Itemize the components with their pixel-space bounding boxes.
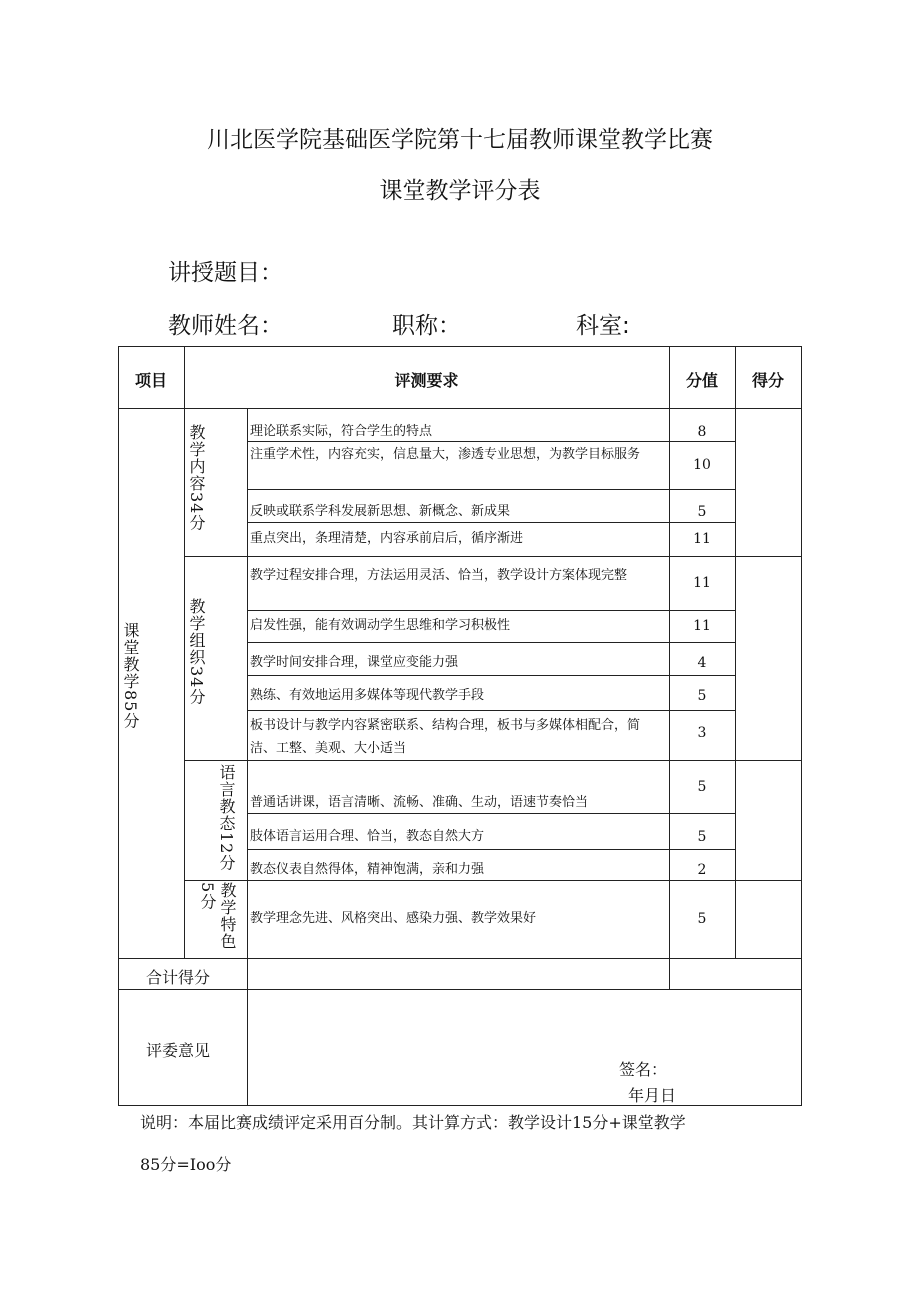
- points-value: 2: [697, 862, 707, 878]
- group-label-organization: 教学组织34分: [187, 598, 206, 706]
- review-label: 评委意见: [146, 1041, 211, 1060]
- requirement-text: 反映或联系学科发展新思想、新概念、新成果: [250, 504, 511, 519]
- group-label-feature: 教学特色5分: [198, 882, 237, 950]
- requirement-text: 教学过程安排合理，方法运用灵活、恰当，教学设计方案体现完整: [250, 568, 628, 583]
- points-value: 5: [697, 829, 707, 845]
- category-label: 课堂教学85分: [121, 622, 140, 730]
- points-value: 4: [697, 655, 707, 671]
- points-value: 5: [697, 688, 707, 704]
- requirement-text: 重点突出，条理清楚，内容承前启后，循序渐进: [250, 531, 524, 546]
- header-score: 得分: [751, 371, 784, 390]
- points-value: 5: [697, 911, 707, 927]
- header-points: 分值: [685, 371, 718, 390]
- note-line-1: 说明：本届比赛成绩评定采用百分制。其计算方式：教学设计15分+课堂教学: [140, 1113, 686, 1132]
- requirement-text: 板书设计与教学内容紧密联系、结构合理，板书与多媒体相配合，简洁、工整、美观、大小适当: [250, 718, 641, 756]
- points-value: 10: [693, 457, 711, 473]
- requirement-text: 教学时间安排合理，课堂应变能力强: [250, 655, 459, 670]
- title-main: 川北医学院基础医学院第十七届教师课堂教学比赛: [207, 127, 713, 153]
- group-label-language: 语言教态12分: [217, 764, 236, 872]
- requirement-text: 熟练、有效地运用多媒体等现代教学手段: [250, 688, 485, 703]
- requirement-text: 教学理念先进、风格突出、感染力强、教学效果好: [250, 911, 537, 926]
- points-value: 3: [697, 725, 707, 741]
- points-value: 8: [697, 424, 707, 440]
- header-requirement: 评测要求: [394, 371, 459, 390]
- points-value: 5: [697, 779, 707, 795]
- points-value: 11: [693, 531, 711, 547]
- total-label: 合计得分: [146, 968, 211, 987]
- points-value: 11: [693, 575, 711, 591]
- teacher-name-label: 教师姓名：: [168, 313, 283, 339]
- group-label-content: 教学内容34分: [187, 424, 206, 532]
- requirement-text: 普通话讲课，语言清晰、流畅、准确、生动，语速节奏恰当: [250, 795, 589, 810]
- date-label: 年月日: [628, 1086, 677, 1105]
- requirement-text: 理论联系实际，符合学生的特点: [250, 424, 433, 439]
- note-line-2: 85分=Ioo分: [140, 1155, 232, 1174]
- title-sub: 课堂教学评分表: [379, 178, 541, 204]
- requirement-text: 启发性强，能有效调动学生思维和学习积极性: [250, 618, 511, 633]
- requirement-text: 注重学术性，内容充实，信息量大，渗透专业思想，为教学目标服务: [250, 447, 641, 462]
- topic-label: 讲授题目：: [168, 260, 283, 286]
- requirement-text: 肢体语言运用合理、恰当，教态自然大方: [250, 829, 485, 844]
- points-value: 5: [697, 504, 707, 520]
- department-label: 科室:: [576, 313, 630, 339]
- signature-label: 签名：: [619, 1060, 668, 1079]
- points-value: 11: [693, 618, 711, 634]
- requirement-text: 教态仪表自然得体，精神饱满，亲和力强: [250, 862, 485, 877]
- header-item: 项目: [134, 371, 167, 390]
- position-title-label: 职称：: [392, 313, 461, 339]
